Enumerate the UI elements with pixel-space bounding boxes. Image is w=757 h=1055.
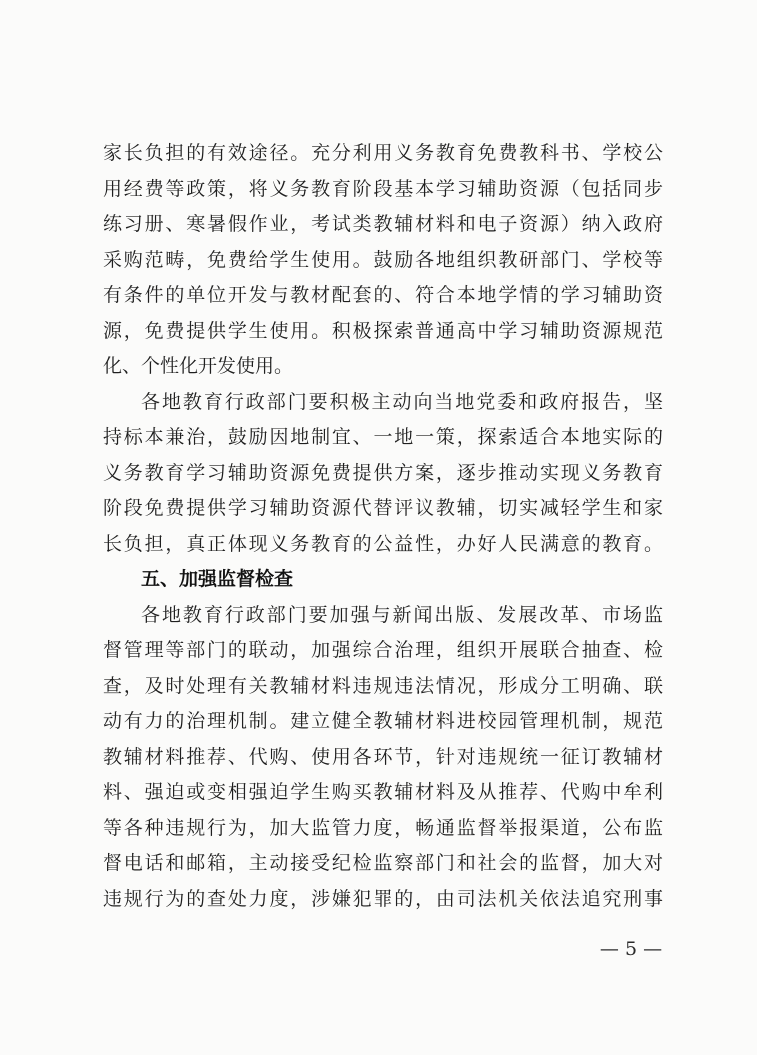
text-line: 等各种违规行为，加大监管力度，畅通监督举报渠道，公布监	[103, 816, 663, 839]
page-number: — 5 —	[599, 938, 663, 960]
text-line: 各地教育行政部门要积极主动向当地党委和政府报告，坚	[141, 390, 663, 413]
document-body	[103, 136, 663, 917]
text-line: 采购范畴，免费给学生使用。鼓励各地组织教研部门、学校等	[103, 248, 663, 271]
text-line: 各地教育行政部门要加强与新闻出版、发展改革、市场监	[141, 603, 663, 626]
text-line: 查，及时处理有关教辅材料违规违法情况，形成分工明确、联	[103, 674, 663, 697]
text-line: 用经费等政策，将义务教育阶段基本学习辅助资源（包括同步	[103, 177, 663, 200]
section-heading: 五、加强监督检查	[141, 568, 294, 590]
text-line: 料、强迫或变相强迫学生购买教辅材料及从推荐、代购中牟利	[103, 781, 663, 803]
text-line: 督管理等部门的联动，加强综合治理，组织开展联合抽查、检	[103, 639, 663, 661]
text-line: 持标本兼治，鼓励因地制宜、一地一策，探索适合本地实际的	[103, 426, 663, 448]
text-line: 违规行为的查处力度，涉嫌犯罪的，由司法机关依法追究刑事	[103, 887, 663, 910]
paragraph-2	[103, 385, 663, 563]
text-line: 源，免费提供学生使用。积极探索普通高中学习辅助资源规范	[103, 319, 663, 342]
text-line: 义务教育学习辅助资源免费提供方案，逐步推动实现义务教育	[103, 461, 663, 484]
paragraph-3	[103, 598, 663, 918]
text-line: 长负担，真正体现义务教育的公益性，办好人民满意的教育。	[103, 532, 663, 555]
text-line: 有条件的单位开发与教材配套的、符合本地学情的学习辅助资	[103, 284, 663, 306]
text-line: 督电话和邮箱，主动接受纪检监察部门和社会的监督，加大对	[103, 852, 663, 874]
text-line: 家长负担的有效途径。充分利用义务教育免费教科书、学校公	[103, 142, 663, 164]
text-line: 练习册、寒暑假作业，考试类教辅材料和电子资源）纳入政府	[103, 213, 663, 235]
text-line: 化、个性化开发使用。	[103, 355, 294, 377]
paragraph-1	[103, 136, 663, 385]
text-line: 动有力的治理机制。建立健全教辅材料进校园管理机制，规范	[103, 710, 663, 732]
text-line: 教辅材料推荐、代购、使用各环节，针对违规统一征订教辅材	[103, 745, 663, 768]
text-line: 阶段免费提供学习辅助资源代替评议教辅，切实减轻学生和家	[103, 497, 663, 519]
